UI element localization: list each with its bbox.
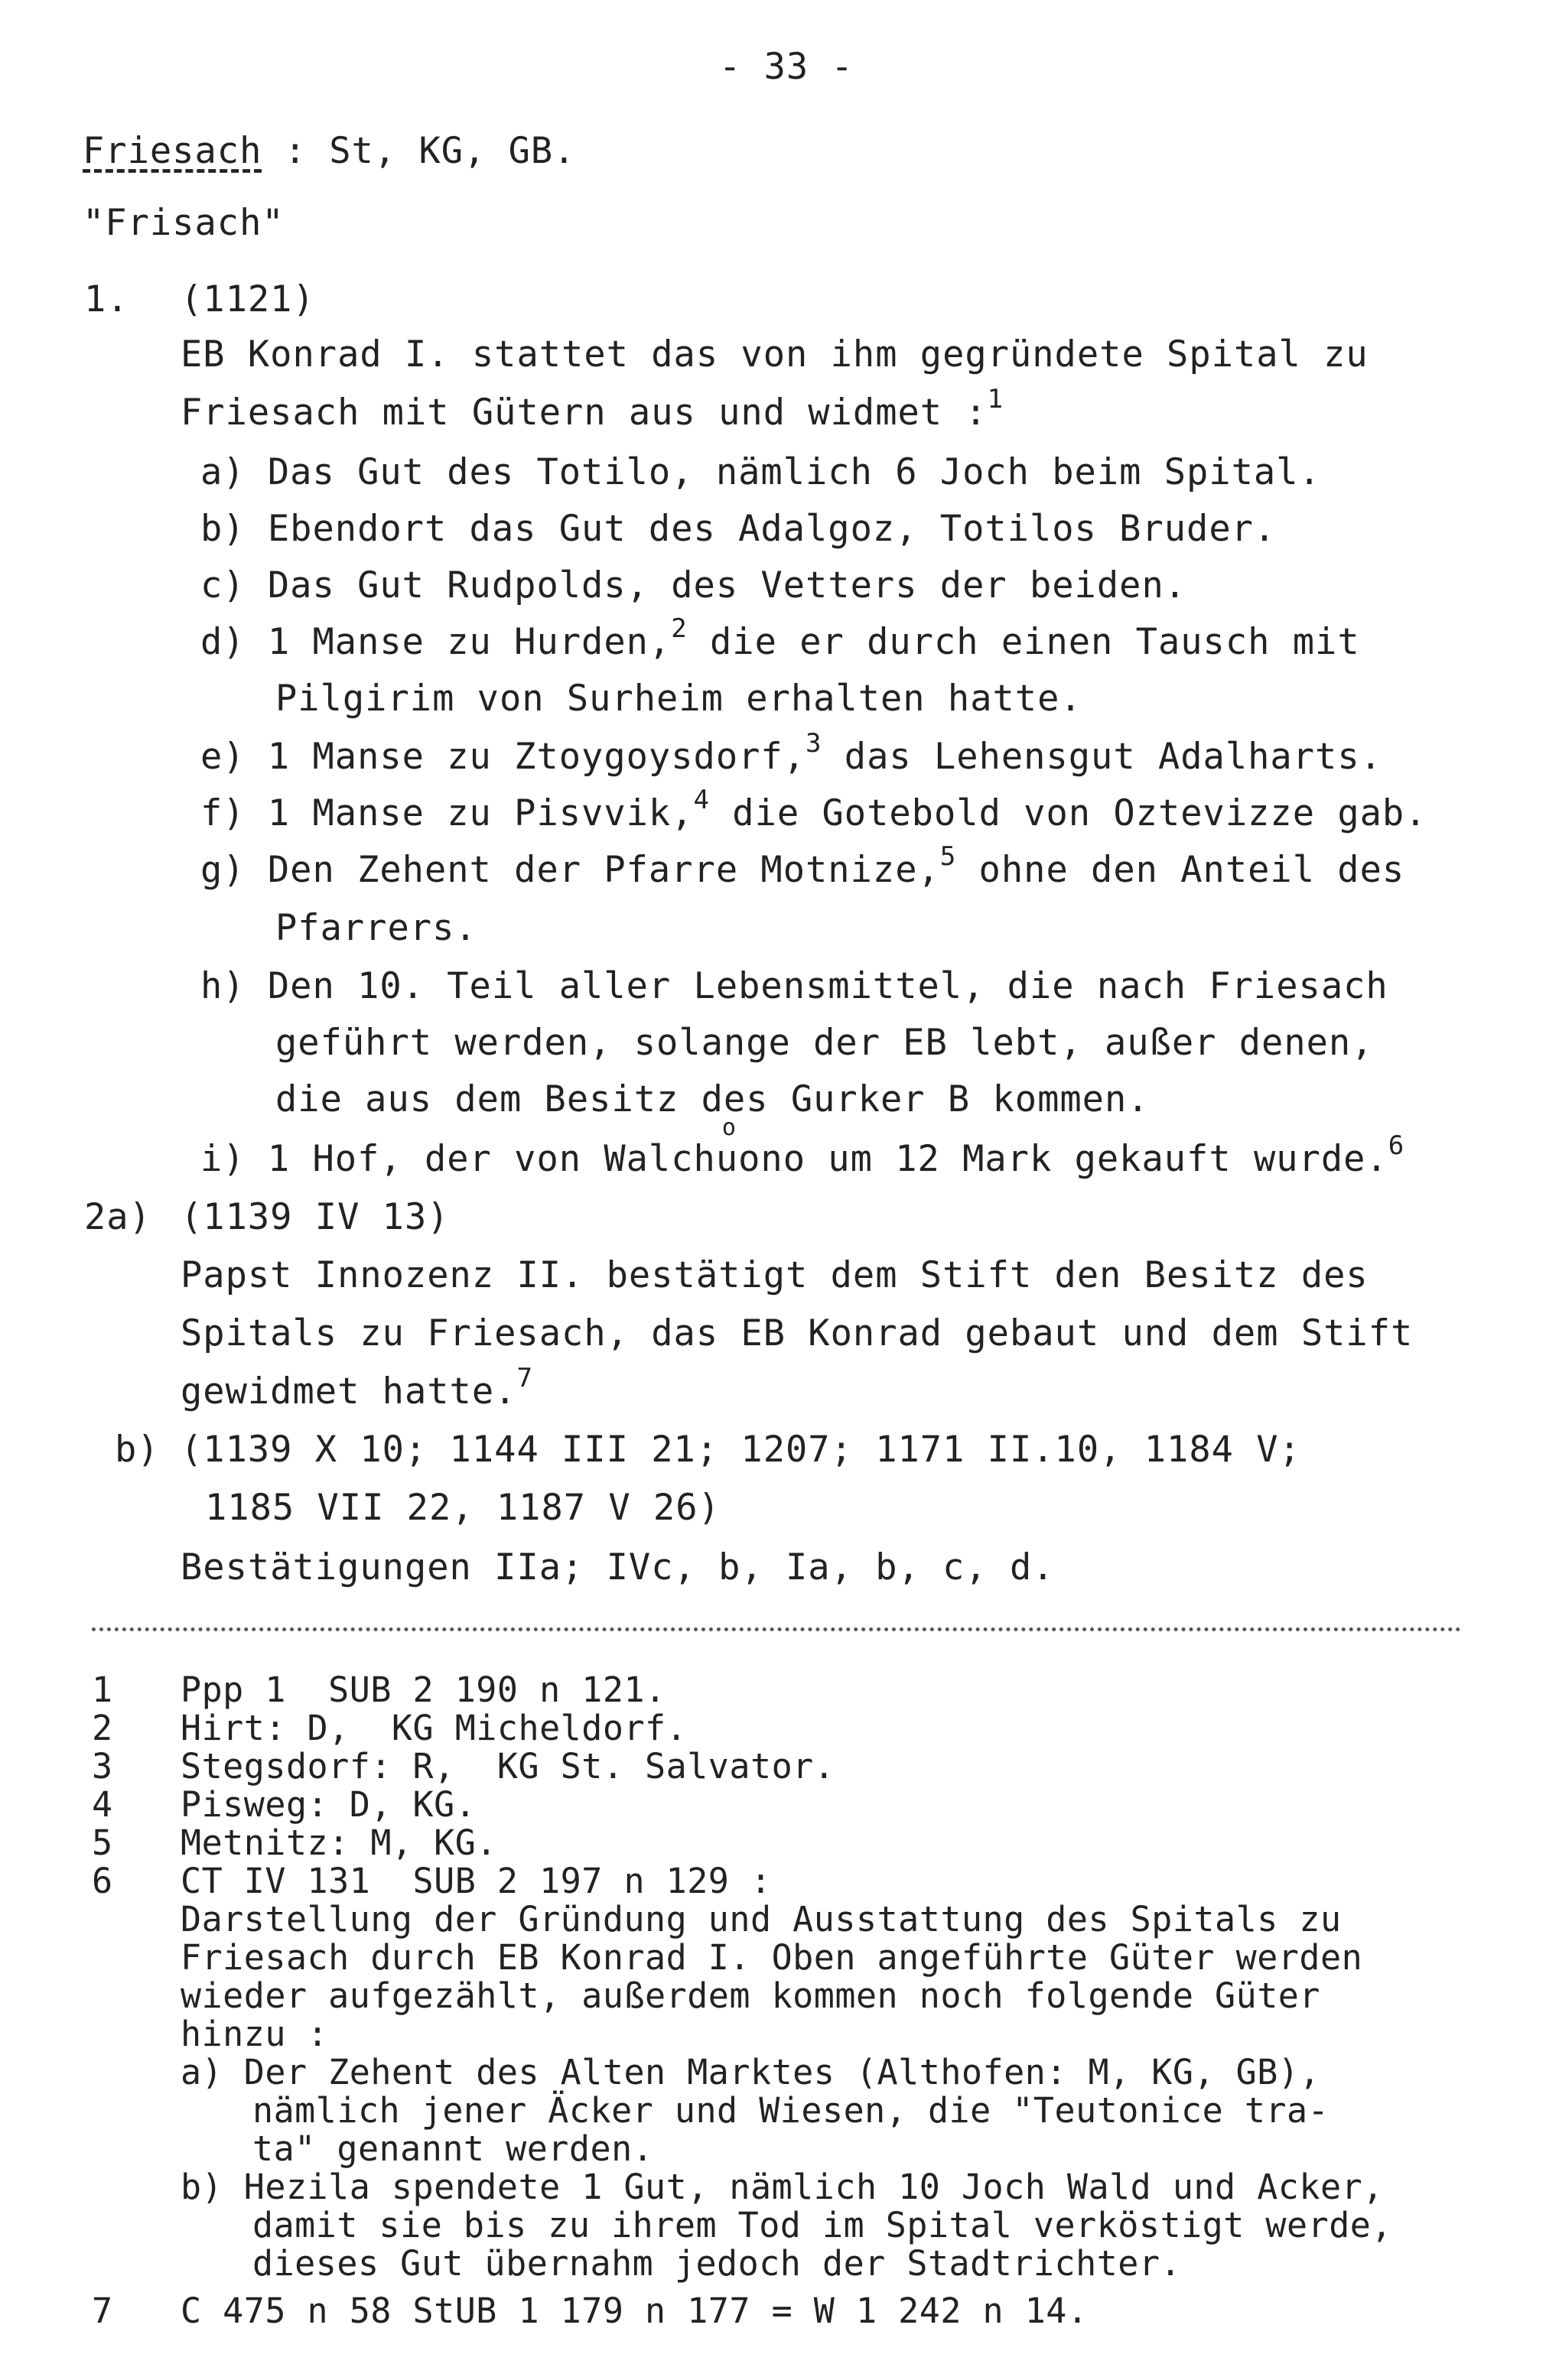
entry-1-item-h-cont: die aus dem Besitz des Gurker B kommen. [275,1078,1150,1120]
footnote-text: dieses Gut übernahm jedoch der Stadtrichter. [252,2243,1182,2284]
place-heading [83,128,576,174]
entry-2b-number: b) [115,1429,160,1471]
entry-1-item-h: h) Den 10. Teil aller Lebensmittel, die nach Friesach [200,965,1388,1007]
footnote-number: 1 [92,1670,113,1710]
entry-1-text-line: Friesach mit Gütern aus und widmet :$^1$ [181,384,1004,434]
footnote-text: a) Der Zehent des Alten Marktes (Althofen: M, KG, GB), [181,2052,1320,2092]
footnote-ref: 5 [939,841,957,872]
footnote-text: Hirt: D, KG Micheldorf. [181,1708,688,1748]
place-name: Friesach [83,130,262,172]
footnote-separator [92,1627,1461,1631]
footnote-text: wieder aufgezählt, außerdem kommen noch folgende Güter [181,1975,1320,2016]
footnote-number: 2 [92,1708,113,1748]
entry-1-item-a: a) Das Gut des Totilo, nämlich 6 Joch beim Spital. [200,451,1321,493]
entry-1-item-c: c) Das Gut Rudpolds, des Vetters der beiden. [200,564,1187,606]
entry-1-item-b: b) Ebendort das Gut des Adalgoz, Totilos Bruder. [200,508,1277,550]
footnote-ref: 7 [516,1363,533,1393]
entry-2a-number: 2a) [84,1196,151,1238]
footnote-number: 6 [92,1861,113,1901]
entry-2a-text-line: gewidmet hatte.$^7$ [181,1363,533,1413]
superscript-o: o [721,1114,737,1141]
entry-2b-dates: (1139 X 10; 1144 III 21; 1207; 1171 II.10, 1184 V; [181,1429,1301,1471]
footnote-text: hinzu : [181,2014,329,2054]
footnote-number: 7 [92,2291,113,2331]
entry-1-item-f: f) 1 Manse zu Pisvvik,$^4$ die Gotebold von Oztevizze gab. [200,785,1427,834]
entry-1-item-d-cont: Pilgirim von Surheim erhalten hatte. [275,678,1082,720]
footnote-text: nämlich jener Äcker und Wiesen, die "Teutonice tra- [252,2090,1330,2131]
footnote-ref: 2 [671,613,688,644]
entry-2b-text: Bestätigungen IIa; IVc, b, Ia, b, c, d. [181,1546,1055,1588]
footnote-text: ta" genannt werden. [252,2128,654,2169]
entry-1-item-i: i) 1 Hof, der von Walch o uono um 12 Mark gekauft wurde.$^6$ [200,1114,1405,1180]
footnote-text: Pisweg: D, KG. [181,1784,477,1825]
entry-2b-dates-cont: 1185 VII 22, 1187 V 26) [205,1487,721,1529]
footnote-ref: 3 [806,728,822,759]
footnote-number: 5 [92,1822,113,1863]
entry-1-date: (1121) [181,278,315,320]
footnote-text: b) Hezila spendete 1 Gut, nämlich 10 Joch Wald und Acker, [181,2167,1384,2207]
footnote-text: Darstellung der Gründung und Ausstattung des Spitals zu [181,1899,1342,1939]
footnote-text: Friesach durch EB Konrad I. Oben angeführte Güter werden [181,1937,1363,1978]
entry-2a-text-line: Papst Innozenz II. bestätigt dem Stift den Besitz des [181,1254,1369,1296]
entry-1-item-g-cont: Pfarrers. [275,907,477,949]
page-number: - 33 - [719,46,854,88]
entry-1-number: 1. [84,278,129,320]
footnote-number: 4 [92,1784,113,1825]
footnote-text: C 475 n 58 StUB 1 179 n 177 = W 1 242 n 14. [181,2291,1089,2331]
footnote-number: 3 [92,1746,113,1787]
footnote-text: Metnitz: M, KG. [181,1822,497,1863]
footnote-text: CT IV 131 SUB 2 197 n 129 : [181,1861,772,1901]
entry-1-item-d: d) 1 Manse zu Hurden,$^2$ die er durch einen Tausch mit [200,613,1360,663]
entry-2a-date: (1139 IV 13) [181,1196,450,1238]
footnote-text: Stegsdorf: R, KG St. Salvator. [181,1746,835,1787]
entry-1-item-g: g) Den Zehent der Pfarre Motnize,$^5$ ohne den Anteil des [200,841,1405,891]
entry-1-item-e: e) 1 Manse zu Ztoygoysdorf,$^3$ das Lehensgut Adalharts. [200,728,1382,778]
entry-2a-text-line: Spitals zu Friesach, das EB Konrad gebaut und dem Stift [181,1312,1414,1354]
footnote-text: Ppp 1 SUB 2 190 n 121. [181,1670,666,1710]
place-separator: : [262,130,330,172]
footnote-ref: 6 [1388,1130,1405,1161]
entry-1-text-line: EB Konrad I. stattet das von ihm gegründete Spital zu [181,333,1369,376]
footnote-ref: 1 [987,384,1004,415]
footnote-text: damit sie bis zu ihrem Tod im Spital verköstigt werde, [252,2205,1392,2245]
footnote-ref: 4 [693,785,711,815]
entry-1-item-h-cont: geführt werden, solange der EB lebt, außer denen, [275,1022,1374,1064]
old-name: "Frisach" [83,202,285,244]
place-types: St, KG, GB. [329,130,576,172]
